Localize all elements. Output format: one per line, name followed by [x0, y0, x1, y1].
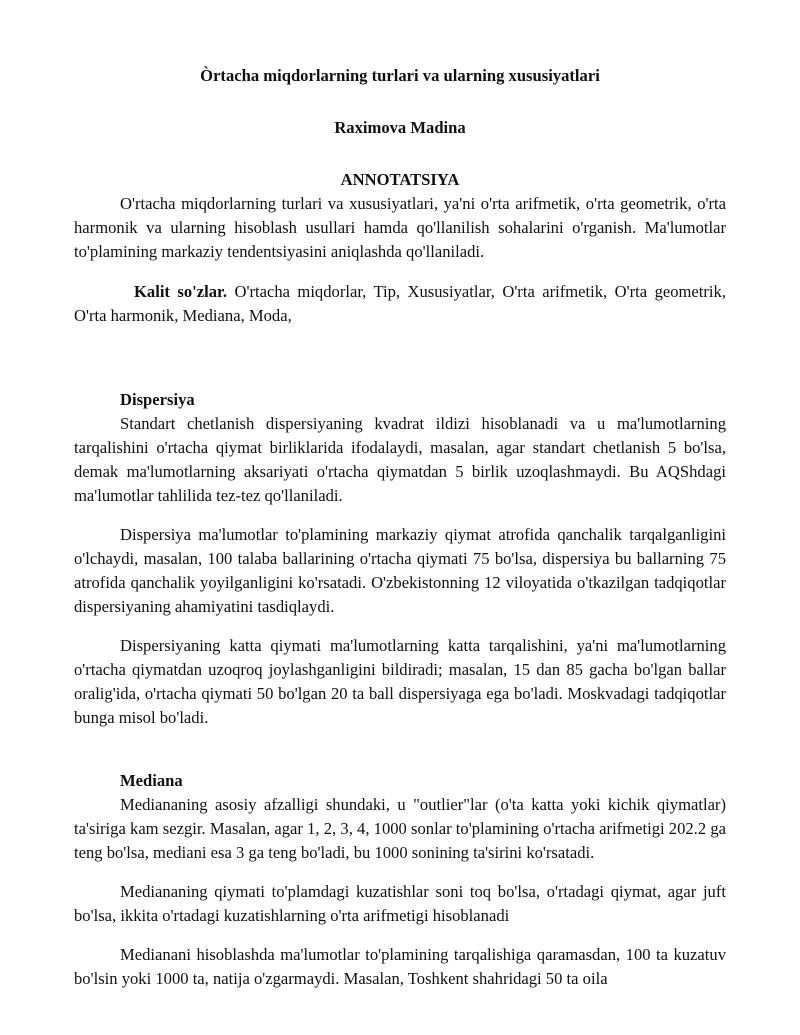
section-heading-dispersiya: Dispersiya — [120, 390, 195, 409]
dispersiya-paragraph-1: Standart chetlanish dispersiyaning kvadrat ildizi hisoblanadi va u ma'lumotlarning tarqalishini o'rtacha qiymat birliklarida ifodalaydi, masalan, agar standart chetlanish 5 bo'lsa, demak ma'lumotlarning aksariyati o'rtacha qiymatdan 5 birlik uzoqlashmaydi. Bu AQShdagi ma'lumotlar tahlilida tez-tez qo'llaniladi. — [74, 414, 726, 505]
keywords-paragraph — [74, 280, 726, 328]
author-name: Raximova Madina — [334, 118, 466, 137]
keywords-label: Kalit so'zlar. — [134, 282, 228, 301]
mediana-paragraph-1: Mediananіng asosiy afzalligi shundaki, u "outlier"lar (o'ta katta yoki kichik qiymatlar) ta'siriga kam sezgir. Masalan, agar 1, 2, 3, 4, 1000 sonlar to'plamining o'rtacha arifmetigi 202.2 ga teng bo'lsa, mediani esa 3 ga teng bo'ladi, bu 1000 sonining ta'sirini ko'rsatadi. — [74, 795, 726, 862]
document-page — [74, 64, 726, 991]
keywords-list: O'rtacha miqdorlar, Tip, Xususiyatlar, O'rta arifmetik, O'rta geometrik, O'rta harmonik, Mediana, Moda, — [74, 282, 726, 325]
annotation-paragraph: O'rtacha miqdorlarning turlari va xususiyatlari, ya'ni o'rta arifmetik, o'rta geometrik, o'rta harmonik va ularning hisoblash usullari hamda qo'llanilish sohalarini o'rganish. Ma'lumotlar to'plamining markaziy tendentsiyasini aniqlashda qo'llaniladi. — [74, 194, 726, 261]
mediana-paragraph-2: Mediananing qiymati to'plamdagi kuzatishlar soni toq bo'lsa, o'rtadagi qiymat, agar juft bo'lsa, ikkita o'rtadagi kuzatishlarning o'rta arifmetigi hisoblanadi — [74, 882, 726, 925]
mediana-paragraph-3: Medianani hisoblashda ma'lumotlar to'plamining tarqalishiga qaramasdan, 100 ta kuzatuv bo'lsin yoki 1000 ta, natija o'zgarmaydi. Masalan, Toshkent shahridagi 50 ta oila — [74, 945, 726, 988]
section-heading-mediana: Mediana — [120, 771, 183, 790]
document-title: Òrtacha miqdorlarning turlari va ularning xususiyatlari — [200, 66, 600, 85]
dispersiya-paragraph-2: Dispersiya ma'lumotlar to'plamining markaziy qiymat atrofida qanchalik tarqalganligini o'lchaydi, masalan, 100 talaba ballarining o'rtacha qiymati 75 bo'lsa, dispersiya bu ballarning 75 atrofida qanchalik yoyilganligini ko'rsatadi. O'zbekistonning 12 viloyatida o'tkazilgan tadqiqotlar dispersiyaning ahamiyatini tasdiqlaydi. — [74, 525, 726, 616]
annotation-heading: ANNOTATSIYA — [340, 170, 460, 189]
dispersiya-paragraph-3: Dispersiyaning katta qiymati ma'lumotlarning katta tarqalishini, ya'ni ma'lumotlarning o'rtacha qiymatdan uzoqroq joylashganligini bildiradi; masalan, 15 dan 85 gacha bo'lgan ballar oralig'ida, o'rtacha qiymati 50 bo'lgan 20 ta ball dispersiyaga ega bo'ladi. Moskvadagi tadqiqotlar bunga misol bo'ladi. — [74, 636, 726, 727]
